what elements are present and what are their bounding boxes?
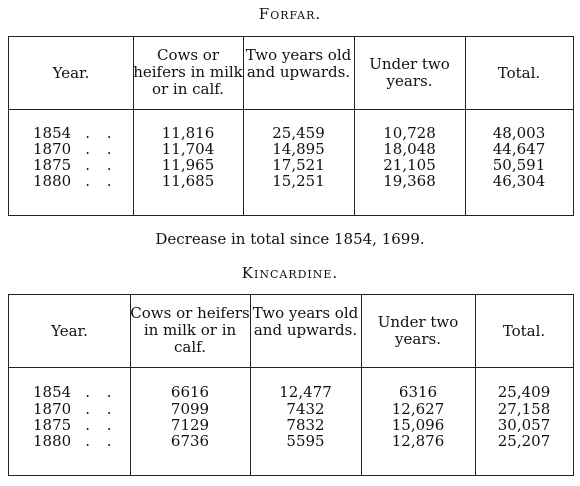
table-row: 1875 . . (33, 416, 118, 434)
table-cell: 18,048 (383, 140, 436, 158)
table-cell: 46,304 (492, 172, 546, 190)
table-row: 1870 . . (33, 140, 118, 158)
table-cell: 44,647 (492, 140, 546, 158)
table-cell: 7432 (286, 400, 325, 418)
table-cell: 12,876 (391, 432, 445, 450)
header-under-two: Under two years. (369, 55, 450, 90)
table-cell: 6736 (170, 432, 210, 450)
table-row: 1875 . . (33, 156, 118, 174)
table-cell: 5595 (286, 432, 325, 450)
table-cell: 7832 (286, 416, 325, 434)
header-year: Year. (51, 322, 88, 340)
table-cell: 25,409 (497, 383, 551, 401)
table-title-kincardine: Kincardine. (241, 264, 339, 282)
table-cell: 7129 (170, 416, 210, 434)
table-cell: 10,728 (383, 124, 436, 142)
table-kincardine (8, 294, 574, 476)
header-cows: Cows or heifers in milk or in calf. (130, 304, 250, 356)
table-cell: 48,003 (492, 124, 546, 142)
header-cows: Cows or heifers in milk or in calf. (133, 46, 243, 98)
table-cell: 6316 (398, 383, 438, 401)
header-year: Year. (52, 64, 90, 82)
header-total: Total. (497, 64, 541, 82)
table-cell: 21,105 (383, 156, 436, 174)
note-forfar: Decrease in total since 1854, 1699. (155, 230, 425, 248)
table-row: 1854 . . (33, 124, 118, 142)
table-title-forfar: Forfar. (258, 5, 322, 23)
header-two-up: Two years old and upwards. (252, 304, 359, 339)
header-two-up: Two years old and upwards. (245, 46, 352, 81)
table-cell: 19,368 (383, 172, 436, 190)
table-cell: 11,704 (161, 140, 215, 158)
table-cell: 7099 (170, 400, 210, 418)
table-forfar (8, 36, 574, 216)
table-row: 1880 . . (33, 172, 118, 190)
table-cell: 11,685 (161, 172, 215, 190)
table-cell: 25,459 (272, 124, 325, 142)
table-cell: 12,627 (391, 400, 445, 418)
table-row: 1854 . . (33, 383, 118, 401)
table-cell: 15,251 (272, 172, 325, 190)
table-cell: 15,096 (391, 416, 445, 434)
header-total: Total. (502, 322, 546, 340)
table-cell: 14,895 (272, 140, 325, 158)
table-cell: 6616 (170, 383, 210, 401)
table-cell: 11,816 (161, 124, 215, 142)
table-cell: 17,521 (272, 156, 325, 174)
table-row: 1870 . . (33, 400, 118, 418)
table-cell: 11,965 (161, 156, 215, 174)
table-cell: 12,477 (279, 383, 332, 401)
header-under-two: Under two years. (377, 313, 459, 348)
table-cell: 30,057 (497, 416, 551, 434)
table-cell: 50,591 (492, 156, 546, 174)
table-cell: 25,207 (497, 432, 551, 450)
table-cell: 27,158 (497, 400, 551, 418)
table-row: 1880 . . (33, 432, 118, 450)
